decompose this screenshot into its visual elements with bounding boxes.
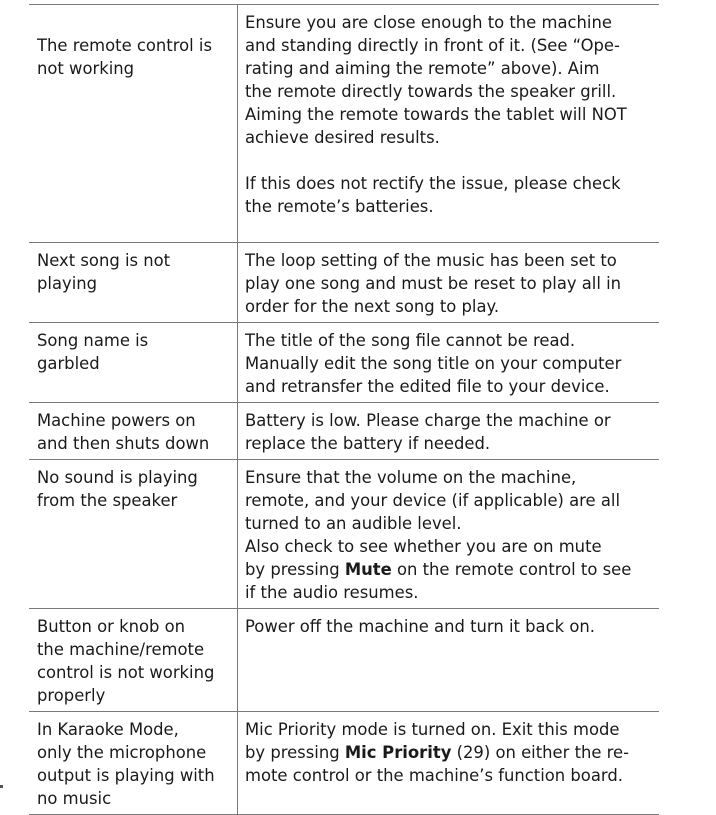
solution-line: If this does not rectify the issue, please check	[245, 174, 621, 193]
problem-cell	[29, 243, 238, 323]
problem-line: Song name is	[37, 331, 149, 350]
problem-line: control is not working	[37, 663, 215, 682]
solution-cell	[238, 712, 660, 815]
problem-line: no music	[37, 789, 112, 808]
table-row	[29, 712, 659, 815]
problem-line: garbled	[37, 354, 100, 373]
solution-cell	[238, 609, 660, 712]
troubleshooting-table	[29, 4, 659, 815]
solution-line: the remote directly towards the speaker grill.	[245, 82, 617, 101]
problem-line: No sound is playing	[37, 468, 198, 487]
solution-line: The loop setting of the music has been set to	[245, 251, 617, 270]
solution-cell	[238, 460, 660, 609]
solution-line: Ensure you are close enough to the machine	[245, 13, 612, 32]
problem-cell	[29, 712, 238, 815]
solution-line: Aiming the remote towards the tablet will NOT	[245, 105, 627, 124]
problem-line: only the microphone	[37, 743, 207, 762]
problem-line: not working	[37, 59, 135, 78]
solution-cell	[238, 323, 660, 403]
problem-line: properly	[37, 686, 106, 705]
problem-line: Next song is not	[37, 251, 171, 270]
table-row	[29, 460, 659, 609]
problem-line: In Karaoke Mode,	[37, 720, 179, 739]
table-row	[29, 243, 659, 323]
solution-line	[245, 558, 653, 581]
problem-line: The remote control is	[37, 36, 212, 55]
problem-line: and then shuts down	[37, 434, 210, 453]
table-row	[29, 609, 659, 712]
solution-line: achieve desired results.	[245, 128, 440, 147]
solution-line: Battery is low. Please charge the machine or	[245, 411, 611, 430]
mute-button-reference: Mute	[344, 560, 392, 579]
solution-line: remote, and your device (if applicable) are all	[245, 491, 621, 510]
solution-line: order for the next song to play.	[245, 297, 500, 316]
problem-cell	[29, 460, 238, 609]
solution-cell	[238, 403, 660, 460]
problem-cell	[29, 609, 238, 712]
solution-line: replace the battery if needed.	[245, 434, 491, 453]
solution-line: rating and aiming the remote” above). Aim	[245, 59, 600, 78]
solution-line: Mic Priority mode is turned on. Exit this mode	[245, 720, 620, 739]
text-run: (29) on either the re-	[451, 743, 630, 762]
solution-line: Also check to see whether you are on mute	[245, 537, 602, 556]
solution-line: turned to an audible level.	[245, 514, 462, 533]
table-row	[29, 323, 659, 403]
solution-line: if the audio resumes.	[245, 583, 419, 602]
problem-line: the machine/remote	[37, 640, 205, 659]
solution-line	[245, 741, 653, 764]
solution-line: Power off the machine and turn it back on.	[245, 617, 595, 636]
problem-cell	[29, 5, 238, 243]
solution-line: play one song and must be reset to play all in	[245, 274, 622, 293]
text-run: by pressing	[245, 743, 345, 762]
solution-line: and standing directly in front of it. (See “Ope-	[245, 36, 620, 55]
problem-line: Machine powers on	[37, 411, 196, 430]
solution-line: mote control or the machine’s function board.	[245, 766, 623, 785]
problem-line: from the speaker	[37, 491, 178, 510]
mic-priority-button-reference: Mic Priority	[344, 743, 452, 762]
text-run: by pressing	[245, 560, 345, 579]
problem-line: output is playing with	[37, 766, 215, 785]
solution-line: the remote’s batteries.	[245, 197, 434, 216]
solution-line: The title of the song file cannot be read.	[245, 331, 576, 350]
problem-line: playing	[37, 274, 98, 293]
solution-line: Manually edit the song title on your computer	[245, 354, 622, 373]
solution-cell	[238, 5, 660, 243]
table-row	[29, 403, 659, 460]
solution-line: Ensure that the volume on the machine,	[245, 468, 577, 487]
solution-cell	[238, 243, 660, 323]
problem-line: Button or knob on	[37, 617, 186, 636]
table-row	[29, 5, 659, 243]
page-edge-mark	[0, 785, 3, 788]
problem-cell	[29, 323, 238, 403]
problem-cell	[29, 403, 238, 460]
text-run: on the remote control to see	[391, 560, 632, 579]
solution-line: and retransfer the edited file to your device.	[245, 377, 610, 396]
